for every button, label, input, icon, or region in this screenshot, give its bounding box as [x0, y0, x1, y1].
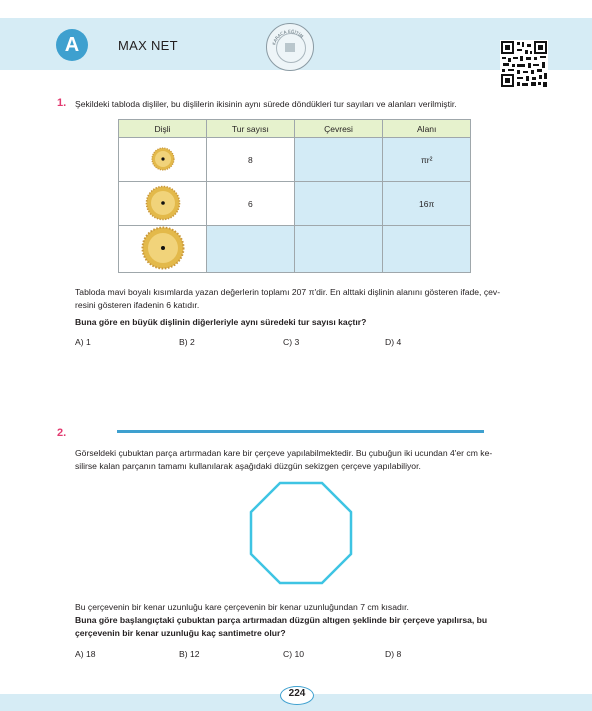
gear-cell [119, 226, 207, 273]
answer-choice-d[interactable]: D) 8 [385, 649, 402, 659]
table-cell-blue [294, 182, 383, 226]
gear-icon [145, 185, 181, 221]
table-cell-blue [207, 226, 295, 273]
table-row [119, 138, 471, 182]
brand-title: MAX NET [118, 38, 178, 53]
table-header: Alanı [383, 120, 471, 138]
gear-cell [119, 182, 207, 226]
table-cell-blue [383, 226, 471, 273]
table-row [119, 182, 471, 226]
question-body-line: resini gösteren ifadenin 6 katıdır. [75, 300, 200, 310]
qr-code-icon[interactable] [500, 40, 548, 88]
question-intro: Şekildeki tabloda dişliler, bu dişlilerin ikisinin aynı sürede döndükleri tur sayıları ve alanları verilmiştir. [75, 99, 457, 109]
section-badge-letter: A [64, 34, 80, 56]
question-stem: Buna göre en büyük dişlinin diğerleriyle aynı süredeki tur sayısı kaçtır? [75, 317, 367, 327]
answer-choice-a[interactable]: A) 18 [75, 649, 96, 659]
table-cell: 8 [207, 138, 295, 182]
seal-text: KARACA EĞİTİM [272, 29, 304, 46]
gear-cell [119, 138, 207, 182]
answer-choice-d[interactable]: D) 4 [385, 337, 402, 347]
table-header: Çevresi [294, 120, 383, 138]
table-cell-blue [294, 138, 383, 182]
octagon-frame [240, 476, 360, 596]
gear-icon [151, 147, 175, 171]
table-row [119, 226, 471, 273]
table-cell: 6 [207, 182, 295, 226]
question-note: Bu çerçevenin bir kenar uzunluğu kare çerçevenin bir kenar uzunluğundan 7 cm kısadır. [75, 602, 409, 612]
page-number: 224 [288, 688, 306, 699]
answer-choice-c[interactable]: C) 3 [283, 337, 300, 347]
question-body-line: Tabloda mavi boyalı kısımlarda yazan değerlerin toplamı 207 π'dir. En alttaki dişlinin alanını gösteren ifade, çev- [75, 287, 501, 297]
answer-choice-a[interactable]: A) 1 [75, 337, 91, 347]
answer-choice-b[interactable]: B) 2 [179, 337, 195, 347]
question-number: 2. [57, 427, 67, 439]
table-cell-blue: πr² [383, 138, 471, 182]
question-body-line: Görseldeki çubuktan parça artırmadan kare bir çerçeve yapılabilmektedir. Bu çubuğun iki ucundan 4'er cm ke- [75, 448, 493, 458]
question-body-line: silirse kalan parçanın tamamı kullanılarak aşağıdaki düzgün sekizgen çerçeve yapılabiliyor. [75, 461, 421, 471]
question-stem: Buna göre başlangıçtaki çubuktan parça artırmadan düzgün altıgen şeklinde bir çerçeve yapılırsa, bu [75, 615, 488, 625]
publisher-seal-icon [266, 23, 314, 71]
answer-choice-c[interactable]: C) 10 [283, 649, 305, 659]
table-cell-blue [294, 226, 383, 273]
table-cell-blue: 16π [383, 182, 471, 226]
question-stem: çerçevenin bir kenar uzunluğu kaç santimetre olur? [75, 628, 286, 638]
table-header: Tur sayısı [207, 120, 295, 138]
gear-icon [141, 226, 185, 270]
question-number: 1. [57, 97, 67, 109]
table-header: Dişli [119, 120, 207, 138]
answer-choice-b[interactable]: B) 12 [179, 649, 200, 659]
gear-table [118, 119, 471, 273]
rod-line [117, 430, 484, 433]
